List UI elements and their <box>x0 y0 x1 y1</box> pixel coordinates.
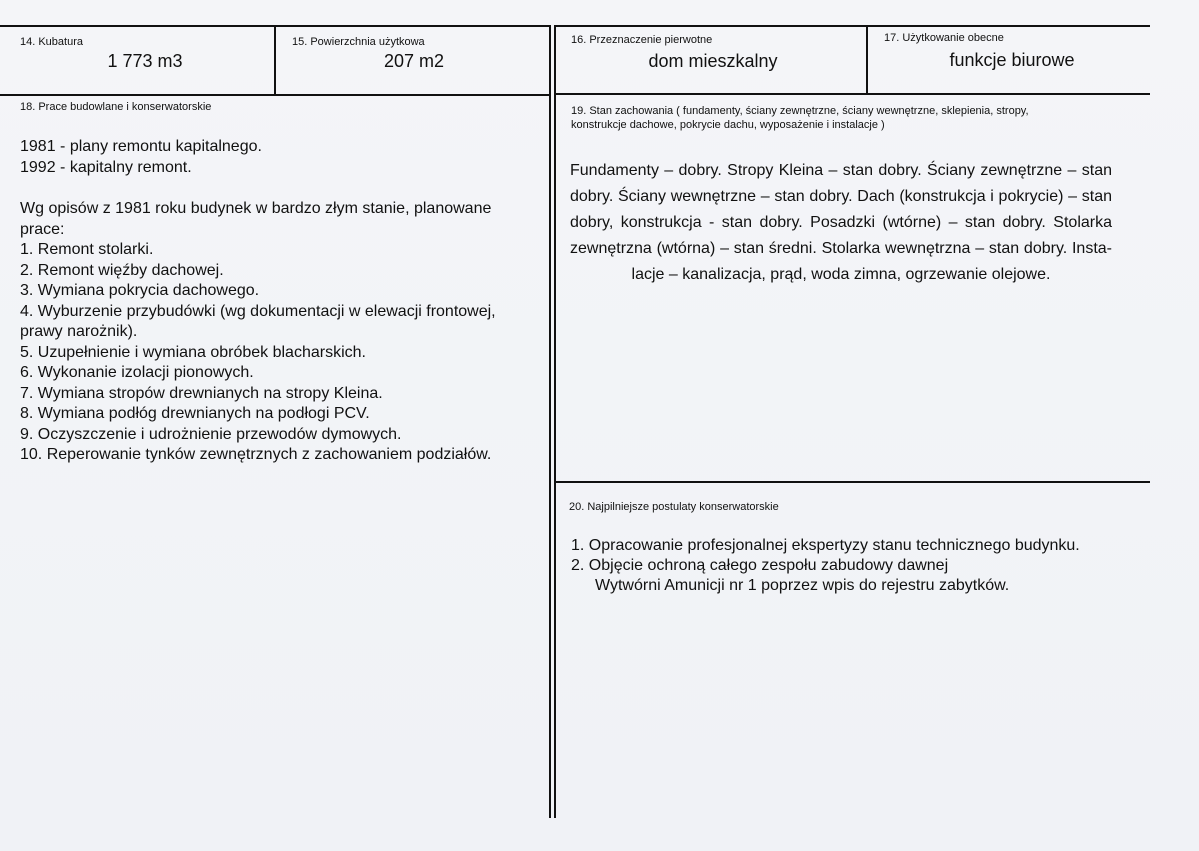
header-divider-14-15 <box>274 25 276 95</box>
list-item: 3. Wymiana pokrycia dachowego. <box>20 282 260 299</box>
kubatura-value: 1 773 m3 <box>107 51 183 71</box>
kubatura-label: 14. Kubatura <box>20 36 83 48</box>
list-item: prawy narożnik). <box>20 323 138 340</box>
stan-text-line: lacje – kanalizacja, prąd, woda zimna, ogrzewanie olejowe. <box>631 266 1051 283</box>
przeznaczenie-value: dom mieszkalny <box>648 51 778 71</box>
przeznaczenie-label: 16. Przeznaczenie pierwotne <box>571 34 713 46</box>
uzytkowanie-label: 17. Użytkowanie obecne <box>884 32 1004 44</box>
list-item: 6. Wykonanie izolacji pionowych. <box>20 364 254 381</box>
stan-label-line-1: 19. Stan zachowania ( fundamenty, ściany zewnętrzne, ściany wewnętrzne, sklepienia, stropy, <box>571 105 1029 117</box>
list-item: prace: <box>20 220 65 238</box>
header-divider-16-17 <box>866 25 868 95</box>
header-divider-right <box>556 93 1150 95</box>
list-item: 1981 - plany remontu kapitalnego. <box>20 138 262 155</box>
list-item: 10. Reperowanie tynków zewnętrznych z zachowaniem podziałów. <box>20 446 492 463</box>
list-item: 2. Remont więźby dachowej. <box>20 261 224 279</box>
prace-intro <box>20 199 491 240</box>
list-item: Wg opisów z 1981 roku budynek w bardzo złym stanie, planowane <box>20 200 492 217</box>
list-item: 9. Oczyszczenie i udrożnienie przewodów dymowych. <box>20 425 402 443</box>
center-divider-b <box>554 25 556 818</box>
list-item: 7. Wymiana stropów drewnianych na stropy Kleina. <box>20 384 383 402</box>
postulaty-line-2: 2. Objęcie ochroną całego zespołu zabudowy dawnej <box>571 557 949 574</box>
stan-text-line: dobry, konstrukcja - stan dobry. Posadzki (wtórne) – stan dobry. Stolarka <box>570 214 1112 231</box>
list-item: 5. Uzupełnienie i wymiana obróbek blacharskich. <box>20 343 366 361</box>
list-item: 8. Wymiana podłóg drewnianych na podłogi PCV. <box>20 405 370 422</box>
stan-label-line-2: konstrukcje dachowe, pokrycie dachu, wyposażenie i instalacje ) <box>571 119 885 131</box>
section-20-divider <box>556 481 1150 483</box>
stan-text-line: dobry. Ściany wewnętrzne – stan dobry. Dach (konstrukcja i pokrycie) – stan <box>570 188 1112 205</box>
list-item: 4. Wyburzenie przybudówki (wg dokumentacji w elewacji frontowej, <box>20 302 496 320</box>
postulaty-label: 20. Najpilniejsze postulaty konserwatorskie <box>569 501 779 513</box>
uzytkowanie-value: funkcje biurowe <box>949 50 1075 70</box>
top-border-right <box>556 25 1150 27</box>
stan-text-line: zewnętrzna (wtórna) – stan średni. Stolarka wewnętrzna – stan dobry. Insta- <box>570 240 1112 257</box>
postulaty-line-1: 1. Opracowanie profesjonalnej ekspertyzy stanu technicznego budynku. <box>571 537 1080 554</box>
center-divider-a <box>549 25 551 818</box>
prace-label: 18. Prace budowlane i konserwatorskie <box>20 101 212 113</box>
list-item: 1. Remont stolarki. <box>20 241 154 258</box>
list-item: 1992 - kapitalny remont. <box>20 158 192 176</box>
stan-text <box>570 158 1112 288</box>
powierzchnia-value: 207 m2 <box>383 51 445 71</box>
prace-history-list <box>20 137 262 178</box>
powierzchnia-label: 15. Powierzchnia użytkowa <box>292 36 425 48</box>
postulaty-line-3: Wytwórni Amunicji nr 1 poprzez wpis do rejestru zabytków. <box>595 577 1010 594</box>
prace-items-list <box>20 240 496 466</box>
stan-text-line: Fundamenty – dobry. Stropy Kleina – stan dobry. Ściany zewnętrzne – stan <box>570 162 1112 179</box>
